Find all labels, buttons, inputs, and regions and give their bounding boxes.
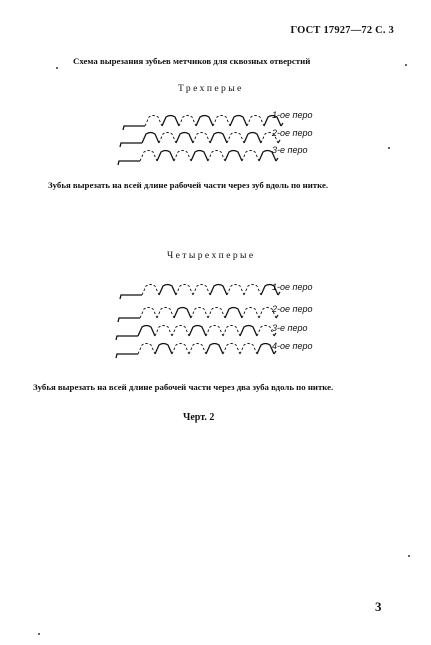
scan-speck [388,147,390,149]
four-feather-row-2-teeth-removed [140,308,276,319]
feather-label-3-3: 3-е перо [272,145,308,155]
four-feather-row-2-teeth-kept [174,308,242,319]
four-feather-row-4-shank [116,354,138,358]
three-feather-row-3-tail [276,158,278,161]
three-feather-row-1-tail [281,123,283,126]
four-feather-row-4-tail [274,351,276,354]
scan-speck [38,633,40,635]
four-feather-row-3-shank [116,336,138,340]
four-feather-diagram [116,285,280,359]
section-title-four-feather: Четырехперые [167,250,256,261]
three-feather-row-1-shank [123,126,145,130]
standard-header: ГОСТ 17927—72 С. 3 [290,25,394,36]
feather-label-4-3: 3-е перо [272,323,308,333]
section-title-three-feather: Трехперые [178,83,244,94]
scheme-title: Схема вырезания зубьев метчиков для сквозных отверстий [73,56,311,66]
scan-speck [405,64,407,66]
cutting-note-four-feather: Зубья вырезать на всей длине рабочей части через два зуба вдоль по нитке. [33,382,334,392]
four-feather-row-1-tail [278,292,280,295]
three-feather-row-3-shank [118,161,140,165]
figure-caption: Черт. 2 [183,412,215,423]
page-number: 3 [375,599,382,614]
four-feather-row-2-shank [118,318,140,322]
feather-label-4-1: 1-ое перо [272,282,313,292]
feather-label-4-2: 2-ое перо [272,304,313,314]
three-feather-row-2-shank [120,143,142,147]
scan-speck [408,555,410,557]
scan-speck [56,67,58,69]
four-feather-row-3-tail [274,333,276,336]
four-feather-row-1-shank [120,295,142,299]
three-feather-row-2-tail [278,140,280,143]
three-feather-diagram [118,116,283,166]
feather-label-4-4: 4-ое перо [272,341,313,351]
feather-label-3-1: 1-ое перо [272,110,313,120]
cutting-note-three-feather: Зубья вырезать на всей длине рабочей части через зуб вдоль по нитке. [48,180,329,190]
four-feather-row-2-tail [276,315,278,318]
feather-label-3-2: 2-ое перо [272,128,313,138]
